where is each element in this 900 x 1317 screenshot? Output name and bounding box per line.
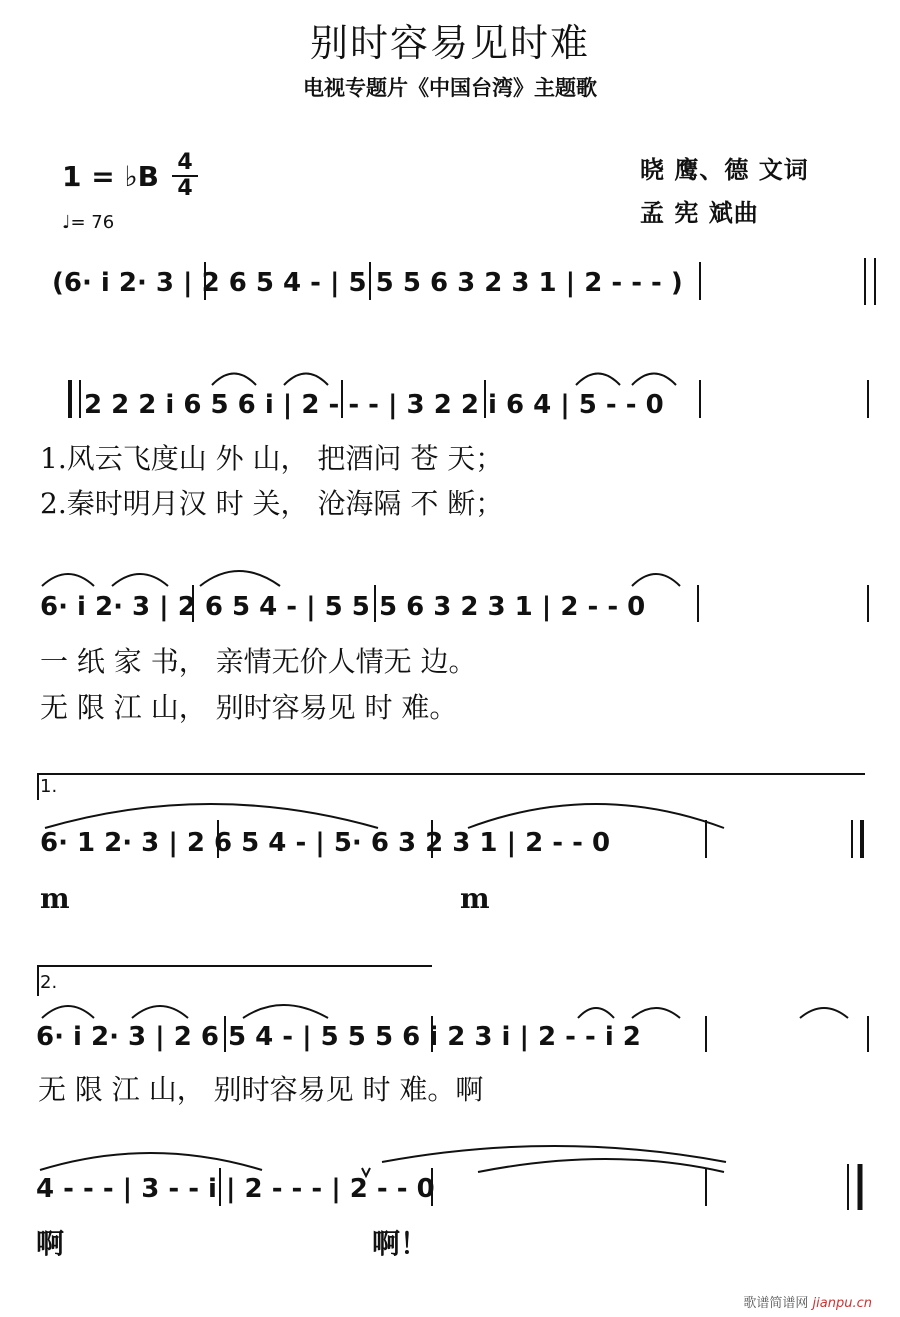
watermark-site: jianpu.cn: [812, 1296, 872, 1311]
barline: [80, 380, 868, 418]
lyric-line-4-b: m: [460, 882, 490, 915]
time-signature-bottom: 4: [177, 176, 193, 201]
lyric-line-4-a: m: [40, 882, 70, 915]
barline: [205, 258, 875, 305]
slur: [40, 1146, 726, 1172]
lyric-line-3-verse-2: 无 限 江 山， 别时容易见 时 难。: [40, 691, 458, 724]
volta-1-bracket: [38, 774, 865, 800]
notation-line-1: (6· i 2· 3 | 2 6 5 4 - | 5 5 5 6 3 2 3 1 | 2 - - - ): [52, 268, 683, 298]
notation-line-5: 6· i 2· 3 | 2 6 5 4 - | 5 5 5 6 i 2 3 i | 2 - - i 2: [36, 1022, 641, 1052]
song-subtitle: 电视专题片《中国台湾》主题歌: [303, 76, 597, 100]
lyric-line-5: 无 限 江 山， 别时容易见 时 难。啊: [38, 1073, 484, 1106]
notation-line-4: 6· 1 2· 3 | 2 6 5 4 - | 5· 6 3 2 3 1 | 2 - - 0: [40, 828, 611, 858]
watermark-cn: 歌谱简谱网: [743, 1296, 809, 1311]
notation-line-2: 2 2 2 i 6 5 6 i | 2 - - - | 3 2 2 i 6 4 | 5 - - 0: [84, 390, 664, 420]
lyric-line-3-verse-1: 一 纸 家 书， 亲情无价人情无 边。: [40, 645, 477, 678]
slur: [42, 571, 680, 586]
barline: [220, 1164, 848, 1210]
lyric-line-6-a: 啊: [36, 1227, 65, 1260]
barline: [193, 585, 868, 622]
lyric-line-2-verse-2: 2.秦时明月汉 时 关， 沧海隔 不 断；: [40, 487, 504, 520]
breath-mark: [362, 1168, 370, 1176]
lyric-line-6-b: 啊！: [372, 1227, 429, 1260]
volta-1-label: 1.: [40, 776, 58, 797]
lyricist-credit: 晓 鹰、德 文词: [640, 156, 809, 184]
notation-line-3: 6· i 2· 3 | 2 6 5 4 - | 5 5 5 6 3 2 3 1 | 2 - - 0: [40, 592, 646, 622]
slur: [42, 1005, 848, 1018]
lyric-line-2-verse-1: 1.风云飞度山 外 山， 把酒问 苍 天；: [40, 442, 504, 475]
barline: [225, 1016, 868, 1052]
tempo-marking: ♩= 76: [62, 212, 115, 233]
time-signature-top: 4: [177, 150, 193, 175]
composer-credit: 孟 宪 斌曲: [640, 199, 759, 227]
volta-2-label: 2.: [40, 972, 58, 993]
notation-line-6: 4 - - - | 3 - - i | 2 - - - | 2 - - 0: [36, 1174, 435, 1204]
slur: [212, 374, 676, 386]
slur: [45, 804, 724, 828]
barline: [218, 820, 706, 858]
song-title: 别时容易见时难: [309, 21, 590, 65]
volta-2-bracket: [38, 966, 432, 996]
key-signature: 1 = ♭B: [62, 160, 159, 193]
